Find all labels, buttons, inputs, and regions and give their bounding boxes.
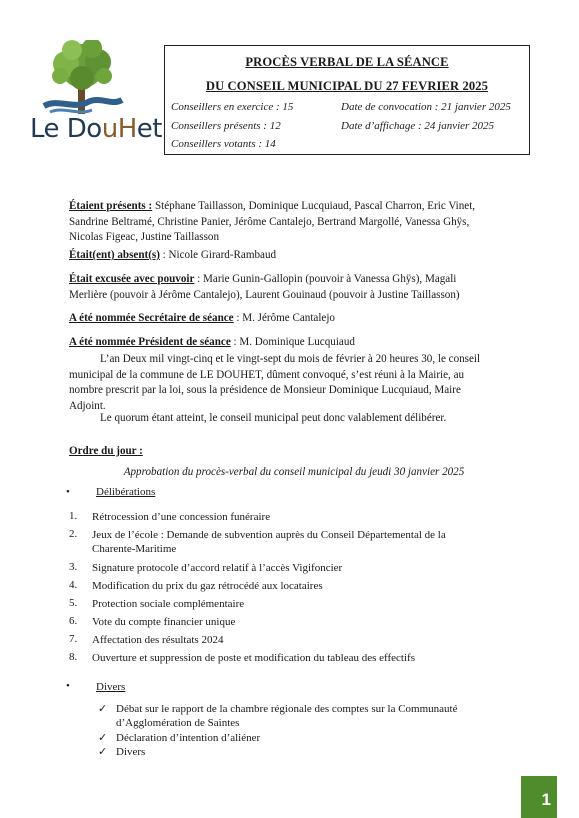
item-number: 6. — [69, 615, 78, 627]
list-item: Ouverture et suppression de poste et modification du tableau des effectifs — [92, 652, 415, 664]
list-item: Divers — [116, 746, 146, 758]
secretary-label: A été nommée Secrétaire de séance — [69, 312, 234, 324]
secretary-section — [69, 311, 335, 327]
list-item: Protection sociale complémentaire — [92, 598, 245, 610]
check-icon: ✓ — [98, 732, 108, 744]
item-number: 8. — [69, 651, 78, 663]
list-item: Signature protocole d’accord relatif à l’accès Vigifoncier — [92, 562, 343, 574]
item-number: 7. — [69, 633, 78, 645]
logo-text-accent: uH — [101, 114, 137, 144]
posting-date: Date d’affichage : 24 janvier 2025 — [341, 120, 495, 132]
councillors-present: Conseillers présents : 12 — [171, 120, 281, 132]
list-item: Débat sur le rapport de la chambre régionale des comptes sur la Communauté — [116, 703, 458, 715]
absents-section — [69, 248, 276, 264]
convocation-date: Date de convocation : 21 janvier 2025 — [341, 101, 511, 113]
excused-line1: : Marie Gunin-Gallopin (pouvoir à Vanessa Ghÿs), Magali — [194, 273, 457, 285]
list-item-continuation: d’Agglomération de Saintes — [116, 717, 240, 729]
document-title-line2: DU CONSEIL MUNICIPAL DU 27 FEVRIER 2025 — [205, 79, 489, 93]
secretary-text: : M. Jérôme Cantalejo — [233, 312, 335, 324]
logo-wordmark — [30, 114, 162, 144]
logo-text-part1: Le Do — [30, 114, 102, 144]
divers-label: Divers — [96, 681, 126, 693]
attendees-line2: Sandrine Beltramé, Christine Panier, Jérôme Cantalejo, Bertrand Margollé, Vanessa Ghÿs, — [69, 215, 470, 228]
president-section — [69, 335, 355, 351]
intro-line3: nombre prescrit par la loi, sous la présidence de Monsieur Dominique Lucquiaud, Maire — [69, 384, 461, 396]
item-number: 2. — [69, 528, 78, 540]
bullet-deliberations: • — [66, 486, 70, 498]
approval-line: Approbation du procès-verbal du conseil municipal du jeudi 30 janvier 2025 — [123, 466, 465, 478]
item-number: 5. — [69, 597, 78, 609]
councillors-in-office: Conseillers en exercice : 15 — [171, 101, 294, 113]
intro-line4: Adjoint. — [69, 399, 106, 412]
list-item: Affectation des résultats 2024 — [92, 634, 224, 646]
councillors-voting: Conseillers votants : 14 — [171, 138, 276, 150]
logo-text-part2: et — [136, 114, 162, 144]
president-label: A été nommée Président de séance — [69, 336, 231, 348]
excused-label: Était excusée avec pouvoir — [69, 273, 195, 285]
item-number: 1. — [69, 510, 78, 522]
excused-section — [69, 272, 519, 303]
president-text: : M. Dominique Lucquiaud — [230, 336, 355, 348]
list-item: Vote du compte financier unique — [92, 616, 236, 628]
excused-line2: Merlière (pouvoir à Jérôme Cantalejo), Laurent Gouinaud (pouvoir à Justine Taillasson) — [69, 288, 460, 301]
commune-logo — [26, 40, 162, 150]
list-item: Rétrocession d’une concession funéraire — [92, 511, 271, 523]
intro-line1: L’an Deux mil vingt-cinq et le vingt-sept du mois de février à 20 heures 30, le conseil — [100, 353, 481, 365]
deliberations-label: Délibérations — [96, 486, 156, 498]
page-number: 1 — [541, 790, 551, 809]
intro-line2: municipal de la commune de LE DOUHET, dûment convoqué, s’est réuni à la Mairie, au — [69, 368, 465, 381]
list-item: Jeux de l’école : Demande de subvention auprès du Conseil Départemental de la — [92, 529, 446, 541]
check-icon: ✓ — [98, 746, 108, 758]
document-title-line1: PROCÈS VERBAL DE LA SÉANCE — [245, 55, 449, 69]
check-icon: ✓ — [98, 703, 108, 715]
agenda-heading: Ordre du jour : — [69, 445, 143, 457]
attendees-section — [69, 199, 519, 246]
bullet-divers: • — [66, 680, 70, 692]
list-item-continuation: Charente-Maritime — [92, 543, 177, 555]
attendees-line1: Stéphane Taillasson, Dominique Lucquiaud, Pascal Charron, Eric Vinet, — [152, 200, 476, 212]
absents-text: : Nicole Girard-Rambaud — [159, 249, 277, 261]
list-item: Déclaration d’intention d’aliéner — [116, 732, 261, 744]
intro-paragraph — [69, 352, 519, 414]
item-number: 3. — [69, 561, 78, 573]
item-number: 4. — [69, 579, 78, 591]
quorum-statement: Le quorum étant atteint, le conseil municipal peut donc valablement délibérer. — [100, 412, 447, 424]
header-box — [164, 45, 530, 155]
attendees-label: Étaient présents : — [69, 200, 153, 212]
page-number-badge — [521, 776, 557, 818]
list-item: Modification du prix du gaz rétrocédé aux locataires — [92, 580, 323, 592]
absents-label: Était(ent) absent(s) — [69, 249, 160, 261]
attendees-line3: Nicolas Figeac, Justine Taillasson — [69, 231, 219, 243]
